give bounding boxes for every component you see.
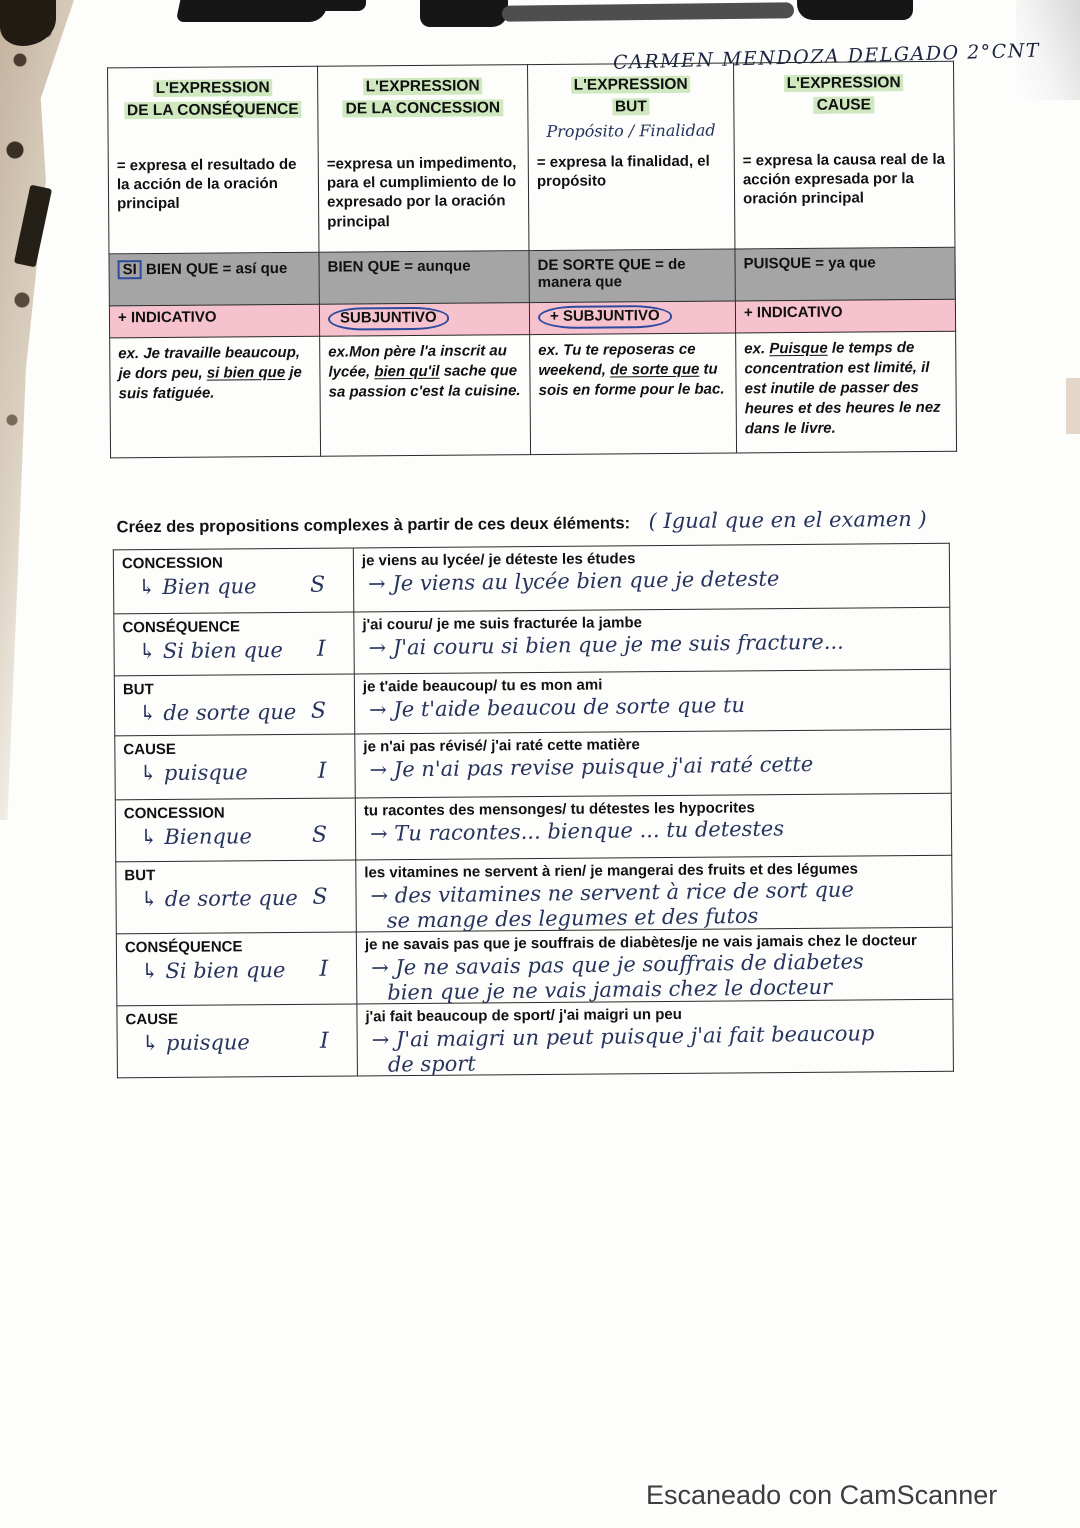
definition-row (108, 144, 955, 255)
exercise-row (115, 793, 951, 862)
title-cell-cause (734, 61, 955, 145)
title-cell-but (528, 63, 735, 147)
student-name-handwritten: CARMEN MENDOZA DELGADO 2°CNT (612, 39, 1041, 74)
handwritten-connector: ↳ puisque (141, 1029, 250, 1055)
category-label: CONSÉQUENCE (124, 938, 243, 957)
column-title: CAUSE (814, 97, 874, 114)
sentence-prompt: je ne savais pas que je souffrais de diabètes/je ne vais jamais chez le docteur (364, 932, 917, 954)
exercise-row (117, 999, 954, 1078)
category-cell (115, 734, 355, 800)
handwritten-subtitle: Propósito / Finalidad (546, 120, 716, 141)
handwritten-answer-line2: se mange des legumes et des futos (386, 903, 759, 933)
exercise-instruction-line (117, 506, 997, 537)
handwritten-answer: → J'ai maigri un peut puisque j'ai fait beaucoup (371, 1021, 875, 1052)
handwritten-mode-letter: S (311, 822, 328, 848)
category-cell (115, 798, 355, 862)
column-title: L'EXPRESSION (363, 77, 483, 95)
column-title: L'EXPRESSION (153, 79, 273, 97)
title-cell-consequence (108, 66, 319, 150)
handwritten-connector: ↳ Si bien que (138, 637, 283, 663)
handwritten-mode-letter: I (317, 758, 327, 784)
title-row (108, 61, 955, 150)
camscanner-watermark: Escaneado con CamScanner (646, 1480, 998, 1510)
handwritten-connector: ↳ Bienque (139, 823, 252, 849)
handwritten-answer: → J'ai couru si bien que je me suis fracture... (368, 629, 844, 660)
exercise-row (116, 855, 953, 934)
category-label: CAUSE (123, 740, 176, 759)
sentence-prompt: je viens au lycée/ je déteste les études (361, 550, 636, 570)
handwritten-mode-letter: S (312, 884, 328, 910)
sentence-cell (356, 855, 953, 932)
example-cell: ex.Mon père l'a inscrit au lycée, bien qu'il sache que sa passion c'est la cuisine. (320, 335, 531, 457)
sentence-prompt: tu racontes des mensonges/ tu détestes les hypocrites (363, 799, 755, 820)
sentence-prompt: j'ai fait beaucoup de sport/ j'ai maigri un peu (365, 1005, 682, 1026)
handwritten-mode-letter: S (309, 572, 326, 598)
mode-cell (319, 303, 529, 337)
column-title: DE LA CONCESSION (343, 100, 504, 118)
exercise-row (114, 669, 950, 736)
handwritten-connector: ↳ Bien que (138, 573, 257, 599)
handwritten-mode-letter: I (316, 636, 326, 662)
definition-cell: =expresa un impedimento, para el cumplimiento de lo expresado por la oración principal (318, 147, 529, 253)
category-cell (117, 1004, 358, 1078)
exercise-instruction: Créez des propositions complexes à partir de ces deux éléments: (116, 514, 631, 537)
mode-cell (735, 300, 955, 334)
handwritten-connector: ↳ puisque (139, 759, 248, 785)
sentence-cell (356, 927, 953, 1004)
handwritten-answer: → Je t'aide beaucou de sorte que tu (368, 692, 746, 722)
connector-text: DE SORTE QUE = de manera que (537, 256, 686, 292)
category-label: BUT (124, 867, 156, 885)
sentence-cell (354, 669, 950, 734)
example-cell: ex. Tu te reposeras ce weekend, de sorte que tu sois en forme pour le bac. (530, 333, 737, 455)
mode-text: + INDICATIVO (743, 304, 843, 322)
handwritten-connector: ↳ de sorte que (140, 885, 298, 911)
mode-cell (109, 305, 319, 339)
handwritten-note: ( Igual que en el examen ) (648, 506, 927, 534)
connector-cell (109, 253, 319, 307)
definition-cell: = expresa el resultado de la acción de la oración principal (108, 149, 319, 255)
exercise-row (115, 729, 951, 800)
category-cell (114, 674, 354, 736)
category-cell (116, 932, 357, 1006)
handwritten-answer: → Je ne savais pas que je souffrais de diabetes (370, 949, 864, 980)
connector-cell (529, 249, 735, 303)
handwritten-answer-line2: bien que je ne vais jamais chez le docteur (387, 974, 833, 1005)
exercise-row (116, 927, 953, 1006)
connector-text: SI BIEN QUE = así que (118, 260, 288, 278)
mode-text: + INDICATIVO (117, 308, 217, 327)
mode-text-circled: + SUBJUNTIVO (538, 305, 672, 329)
category-label: CONCESSION (121, 554, 223, 573)
handwritten-answer: → des vitamines ne servent à rice de sort que (370, 877, 854, 908)
handwritten-answer: → Je n'ai pas revise puisque j'ai raté cette (369, 752, 814, 782)
handwritten-mode-letter: S (310, 698, 327, 724)
sentence-cell (355, 729, 951, 798)
sentence-prompt: je t'aide beaucoup/ tu es mon ami (362, 676, 603, 696)
column-title: L'EXPRESSION (784, 74, 904, 92)
column-title: BUT (612, 99, 650, 116)
category-label: CONCESSION (123, 804, 225, 823)
handwritten-mode-letter: I (319, 956, 329, 982)
handwritten-answer-line2: de sport (387, 1051, 476, 1077)
exercise-table (113, 543, 954, 1079)
definition-cell: = expresa la finalidad, el propósito (528, 145, 735, 251)
sentence-cell (357, 999, 954, 1076)
mode-text-circled: SUBJUNTIVO (328, 307, 449, 331)
handwritten-mode-letter: I (319, 1028, 329, 1054)
connector-cell (735, 248, 955, 302)
category-cell (113, 548, 353, 614)
sentence-cell (353, 543, 949, 612)
column-title: L'EXPRESSION (571, 76, 691, 94)
category-label: CAUSE (125, 1010, 179, 1029)
title-cell-concession (318, 65, 529, 149)
sentence-prompt: les vitamines ne servent à rien/ je mangerai des fruits et des légumes (364, 860, 858, 882)
sentence-cell (355, 793, 951, 860)
handwritten-answer: → Je viens au lycée bien que je deteste (367, 566, 780, 596)
sentence-prompt: j'ai couru/ je me suis fracturée la jambe (362, 614, 642, 634)
example-cell: ex. Je travaille beaucoup, je dors peu, si bien que je suis fatiguée. (110, 337, 321, 459)
handwritten-connector: ↳ de sorte que (138, 699, 297, 725)
definition-cell: = expresa la causa real de la acción expresada por la oración principal (734, 144, 955, 250)
sentence-cell (354, 607, 950, 674)
example-row (110, 332, 957, 459)
exercise-row (113, 543, 949, 614)
example-cell: ex. Puisque le temps de concentration est limité, il est inutile de passer des heures et des heures le nez dans le livre. (736, 332, 957, 454)
handwritten-answer: → Tu racontes... bienque ... tu detestes (369, 816, 785, 846)
exercise-row (114, 607, 950, 676)
grammar-reference-table (107, 61, 957, 459)
connector-cell (319, 251, 529, 305)
column-title: DE LA CONSÉQUENCE (124, 101, 302, 119)
connector-row (109, 248, 955, 307)
handwritten-connector: ↳ Si bien que (141, 957, 286, 983)
category-label: CONSÉQUENCE (122, 618, 241, 637)
category-label: BUT (122, 681, 154, 699)
connector-text: PUISQUE = ya que (743, 254, 876, 273)
connector-text: BIEN QUE = aunque (327, 257, 471, 277)
sentence-prompt: je n'ai pas révisé/ j'ai raté cette matière (363, 736, 640, 756)
category-cell (114, 612, 354, 676)
mode-cell (529, 301, 735, 335)
category-cell (116, 860, 357, 934)
